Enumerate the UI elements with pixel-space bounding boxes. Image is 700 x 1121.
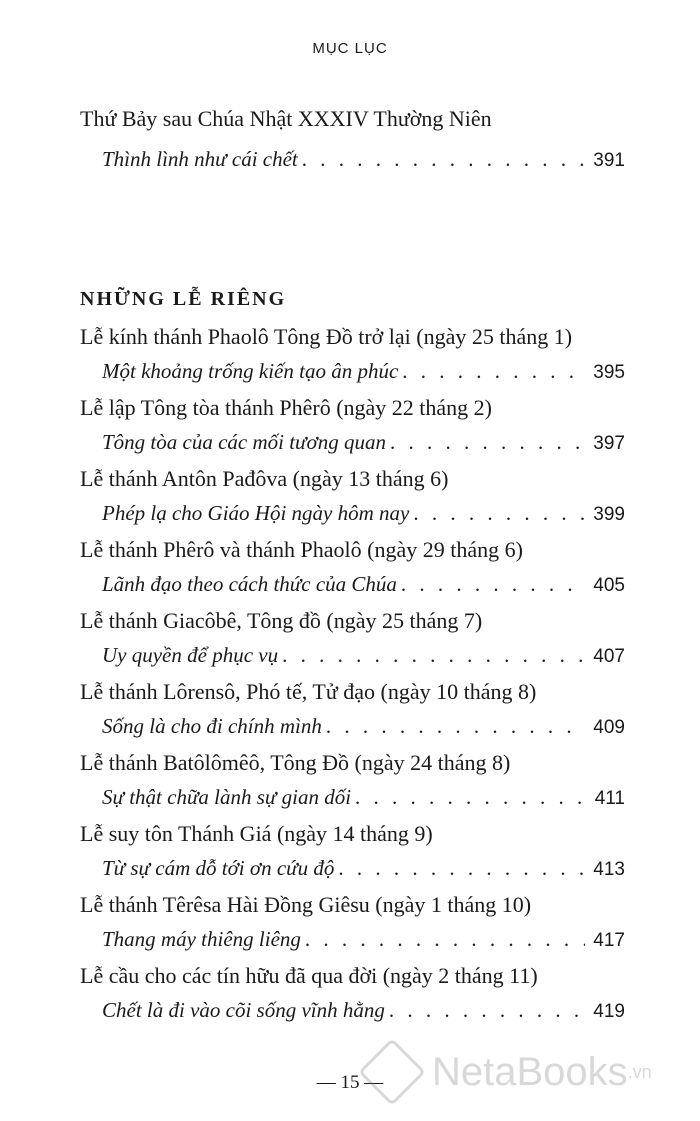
dot-leader	[302, 149, 586, 170]
netabooks-logo-icon	[358, 1038, 426, 1106]
toc-entry-page: 397	[593, 433, 625, 454]
toc-entry-page: 399	[593, 504, 625, 525]
toc-heading: Lễ thánh Phêrô và thánh Phaolô (ngày 29 tháng 6)	[80, 537, 523, 562]
toc-entry	[102, 716, 625, 737]
toc-heading: Lễ cầu cho các tín hữu đã qua đời (ngày 2 tháng 11)	[80, 963, 538, 988]
toc-entry-title: Từ sự cám dỗ tới ơn cứu độ	[102, 856, 335, 880]
toc-entry-page: 411	[594, 788, 625, 809]
watermark-logo	[368, 1048, 652, 1096]
toc-entry	[102, 787, 625, 808]
toc-entry-page: 413	[593, 859, 625, 880]
dot-leader	[401, 574, 585, 595]
dot-leader	[389, 1000, 585, 1021]
toc-entry-title: Thang máy thiêng liêng	[102, 927, 301, 951]
toc-entry-page: 409	[593, 717, 625, 738]
toc-entry	[102, 432, 625, 453]
toc-entry-title: Thình lình như cái chết	[102, 147, 298, 171]
dot-leader	[326, 716, 585, 737]
toc-heading: Lễ kính thánh Phaolô Tông Đồ trở lại (ngày 25 tháng 1)	[80, 324, 573, 349]
toc-entry	[102, 361, 625, 382]
toc-heading: Lễ thánh Batôlômêô, Tông Đồ (ngày 24 tháng 8)	[80, 750, 511, 775]
toc-entry-title: Lãnh đạo theo cách thức của Chúa	[102, 572, 397, 596]
toc-entry-page: 395	[593, 362, 625, 383]
dot-leader	[402, 361, 585, 382]
dot-leader	[338, 858, 585, 879]
toc-entry-title: Phép lạ cho Giáo Hội ngày hôm nay	[102, 501, 410, 525]
toc-heading: Lễ suy tôn Thánh Giá (ngày 14 tháng 9)	[80, 821, 433, 846]
toc-entry	[102, 1000, 625, 1021]
toc-entry-page: 407	[593, 646, 625, 667]
toc-heading: Thứ Bảy sau Chúa Nhật XXXIV Thường Niên	[80, 106, 492, 131]
page-number: — 15 —	[316, 1072, 384, 1093]
toc-entry	[102, 645, 625, 666]
section-title: NHỮNG LỄ RIÊNG	[80, 288, 287, 310]
toc-heading: Lễ thánh Giacôbê, Tông đồ (ngày 25 tháng 7)	[80, 608, 483, 633]
running-head-title: MỤC LỤC	[312, 40, 388, 57]
toc-entry	[102, 929, 625, 950]
toc-entry-page: 417	[593, 930, 625, 951]
toc-entry-title: Sống là cho đi chính mình	[102, 714, 322, 738]
toc-heading: Lễ thánh Antôn Pađôva (ngày 13 tháng 6)	[80, 466, 449, 491]
toc-heading: Lễ lập Tông tòa thánh Phêrô (ngày 22 tháng 2)	[80, 395, 492, 420]
toc-entry	[102, 858, 625, 879]
toc-entry	[102, 574, 625, 595]
toc-entry-title: Chết là đi vào cõi sống vĩnh hằng	[102, 998, 385, 1022]
toc-entry-page: 391	[593, 150, 625, 171]
watermark-suffix: .vn	[627, 1061, 652, 1082]
dot-leader	[305, 929, 585, 950]
toc-entry-title: Một khoảng trống kiến tạo ân phúc	[102, 359, 399, 383]
toc-entry-title: Uy quyền để phục vụ	[102, 643, 279, 667]
dot-leader	[413, 503, 585, 524]
dot-leader	[390, 432, 585, 453]
toc-entry	[102, 503, 625, 524]
toc-heading: Lễ thánh Lôrensô, Phó tế, Tử đạo (ngày 10 tháng 8)	[80, 679, 537, 704]
dot-leader	[282, 645, 585, 666]
toc-entry-title: Sự thật chữa lành sự gian dối	[102, 785, 352, 809]
toc-entry-title: Tông tòa của các mối tương quan	[102, 430, 386, 454]
toc-heading: Lễ thánh Têrêsa Hài Đồng Giêsu (ngày 1 tháng 10)	[80, 892, 532, 917]
toc-entry	[102, 149, 625, 170]
dot-leader	[355, 787, 587, 808]
toc-entry-page: 419	[593, 1001, 625, 1022]
toc-entry-page: 405	[593, 575, 625, 596]
watermark-text: NetaBooks	[432, 1049, 628, 1094]
